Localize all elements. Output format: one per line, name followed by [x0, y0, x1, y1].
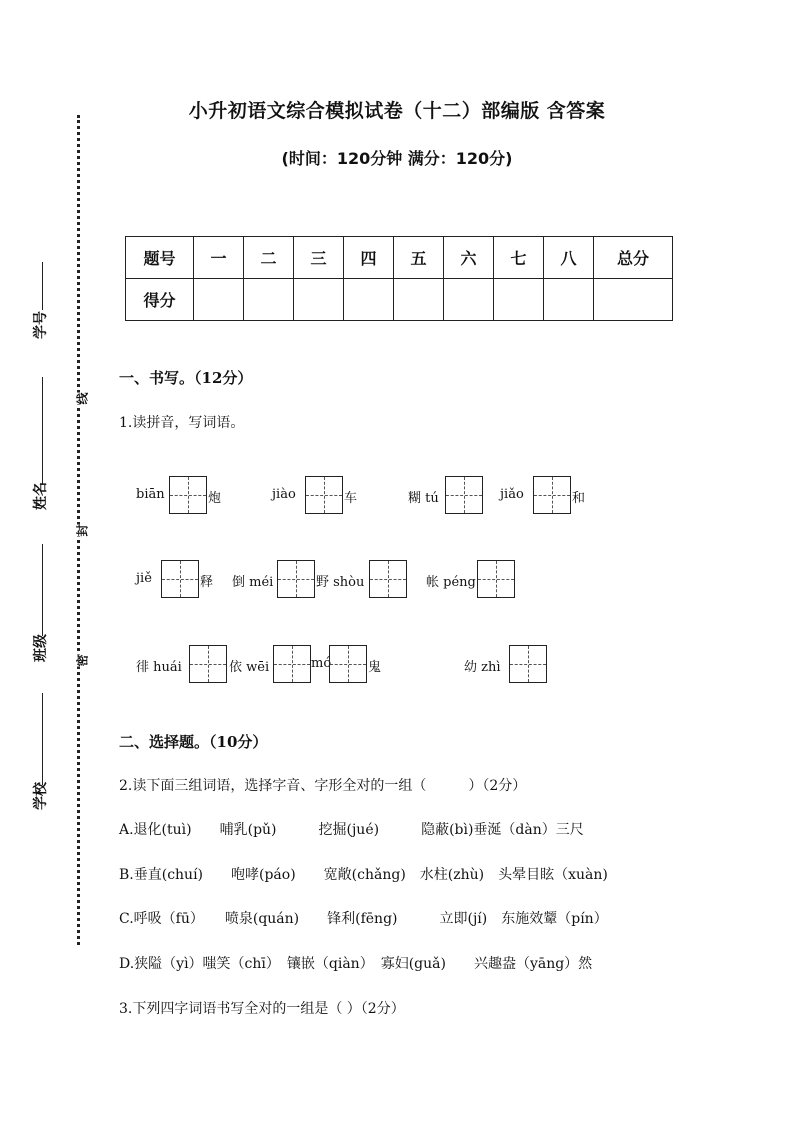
pinyin-text: 依 wēi	[229, 660, 270, 675]
score-row	[126, 279, 673, 321]
pinyin-text: jiě	[136, 571, 152, 586]
option-c: C.呼吸（fū） 喷泉(quán) 锋利(fēng) 立即(jí) 东施效颦（pín）	[119, 911, 608, 927]
pinyin-text: jiǎo	[500, 487, 524, 502]
table-header-cell: 六	[444, 237, 494, 279]
writing-box[interactable]	[161, 560, 199, 598]
writing-box[interactable]	[369, 560, 407, 598]
seal-seal-mark: 封	[75, 524, 90, 537]
score-cell[interactable]	[544, 279, 594, 321]
section2-heading: 二、选择题。（10分）	[119, 733, 268, 751]
question-2: 2.读下面三组词语，选择字音、字形全对的一组（ ）（2分）	[119, 778, 527, 794]
option-b: B.垂直(chuí) 咆哮(páo) 宽敞(chǎng) 水柱(zhù) 头晕目眩（xuàn)	[119, 867, 608, 883]
table-header-cell: 七	[494, 237, 544, 279]
name-label: 姓名	[33, 482, 49, 510]
writing-box[interactable]	[533, 476, 571, 514]
writing-box[interactable]	[277, 560, 315, 598]
word-text: 和	[572, 491, 586, 506]
score-cell[interactable]	[594, 279, 673, 321]
writing-box[interactable]	[445, 476, 483, 514]
school-field[interactable]	[42, 693, 43, 785]
pinyin-text: biān	[136, 487, 165, 502]
option-d: D.狭隘（yì）嗤笑（chī） 镶嵌（qiàn） 寡妇(guǎ) 兴趣盎（yāng）然	[119, 956, 593, 972]
pinyin-text: mó	[311, 656, 332, 671]
pinyin-text: 帐 péng	[426, 575, 476, 590]
pinyin-text: jiào	[272, 487, 296, 502]
score-row-label: 得分	[126, 279, 194, 321]
section1-heading: 一、书写。（12分）	[119, 369, 253, 387]
seal-line-mark: 线	[75, 392, 90, 405]
score-cell[interactable]	[494, 279, 544, 321]
name-field[interactable]	[42, 377, 43, 485]
table-header-cell: 一	[194, 237, 244, 279]
writing-box[interactable]	[329, 645, 367, 683]
word-text: 炮	[208, 491, 222, 506]
pinyin-text: 倒 méi	[232, 575, 274, 590]
word-text: 释	[200, 575, 214, 590]
writing-box[interactable]	[273, 645, 311, 683]
option-a: A.退化(tuì) 哺乳(pǔ) 挖掘(jué) 隐蔽(bì)垂涎（dàn）三尺	[119, 822, 584, 838]
table-header-cell: 五	[394, 237, 444, 279]
writing-box[interactable]	[169, 476, 207, 514]
question-1: 1.读拼音，写词语。	[119, 415, 245, 431]
table-header-cell: 八	[544, 237, 594, 279]
word-text: 车	[344, 491, 358, 506]
seal-dense-mark: 密	[75, 654, 90, 667]
score-header-row	[126, 237, 673, 279]
writing-box[interactable]	[509, 645, 547, 683]
pinyin-text: 幼 zhì	[464, 660, 501, 675]
table-header-cell: 三	[294, 237, 344, 279]
pinyin-text: 糊 tú	[408, 491, 439, 506]
score-cell[interactable]	[394, 279, 444, 321]
score-cell[interactable]	[344, 279, 394, 321]
student-id-label: 学号	[33, 311, 49, 339]
writing-box[interactable]	[305, 476, 343, 514]
score-cell[interactable]	[444, 279, 494, 321]
class-field[interactable]	[42, 544, 43, 636]
writing-box[interactable]	[189, 645, 227, 683]
class-label: 班级	[33, 634, 49, 662]
table-header-cell: 题号	[126, 237, 194, 279]
table-header-cell: 总分	[594, 237, 673, 279]
score-cell[interactable]	[244, 279, 294, 321]
exam-subtitle: (时间：120分钟 满分：120分)	[281, 149, 513, 168]
score-table	[125, 236, 673, 321]
word-text: 鬼	[368, 660, 382, 675]
table-header-cell: 二	[244, 237, 294, 279]
exam-title: 小升初语文综合模拟试卷（十二）部编版 含答案	[188, 100, 606, 122]
table-header-cell: 四	[344, 237, 394, 279]
score-cell[interactable]	[294, 279, 344, 321]
pinyin-text: 徘 huái	[136, 660, 182, 675]
score-cell[interactable]	[194, 279, 244, 321]
writing-box[interactable]	[477, 560, 515, 598]
pinyin-text: 野 shòu	[316, 575, 365, 590]
school-label: 学校	[33, 782, 49, 810]
student-id-field[interactable]	[42, 262, 43, 310]
question-3: 3.下列四字词语书写全对的一组是（ ）（2分）	[119, 1001, 405, 1017]
